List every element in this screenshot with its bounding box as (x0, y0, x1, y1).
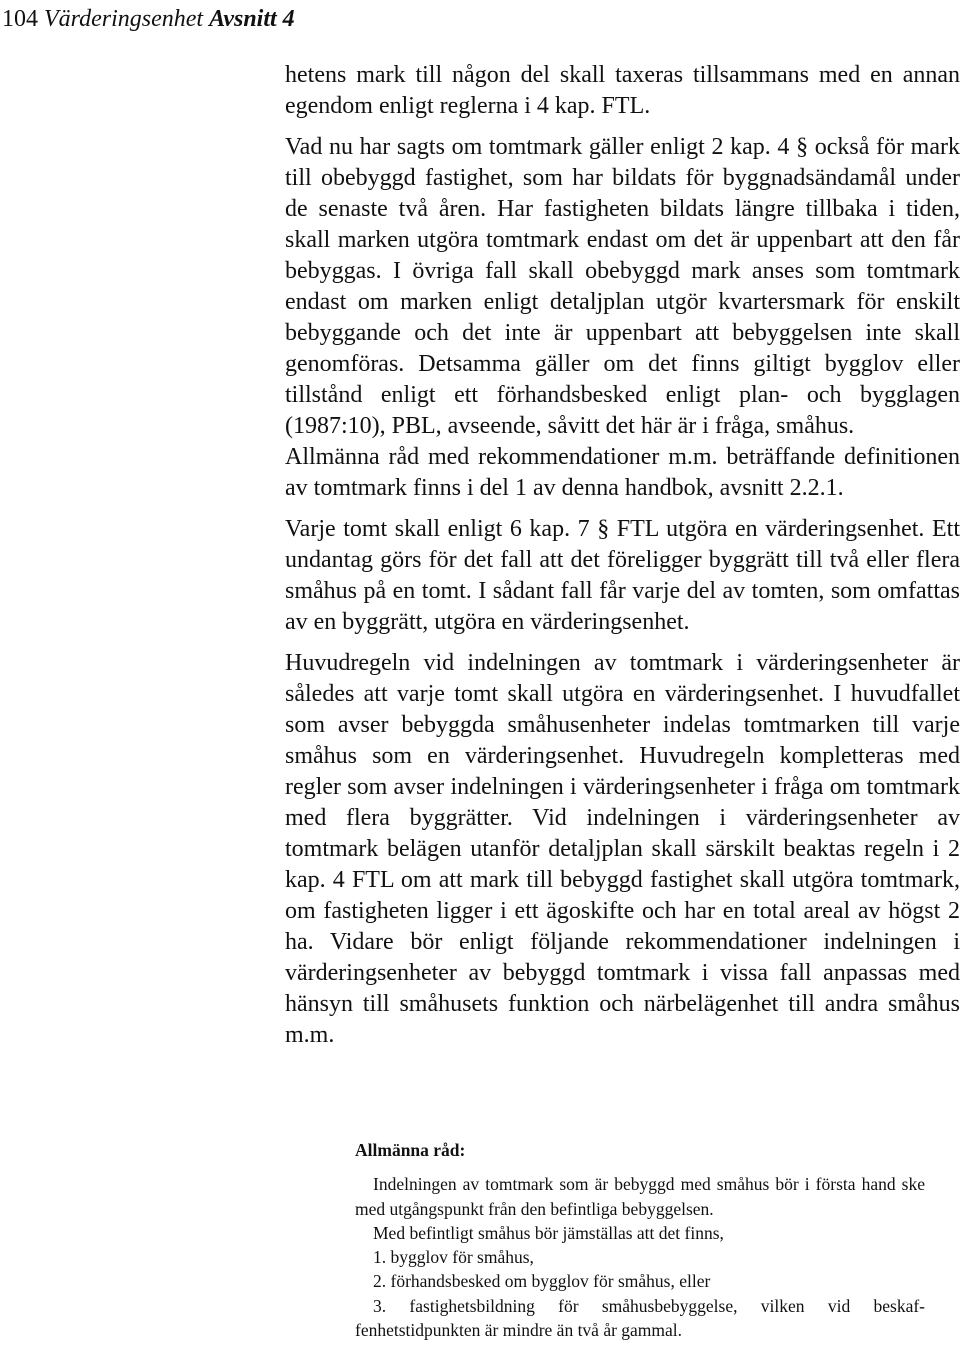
body-paragraph: Varje tomt skall enligt 6 kap. 7 § FTL utgöra en värderingsenhet. Ett undantag görs för det fall att det föreligger byggrätt till två eller flera småhus på en tomt. I sådant fall får varje del av tomten, som omfattas av en byggrätt, utgöra en värderingsenhet. (285, 516, 960, 635)
advice-paragraph: Indelningen av tomtmark som är bebyggd med småhus bör i första hand ske med utgångspunkt från den befintliga bebyggelsen. (355, 1174, 925, 1219)
main-text (285, 60, 960, 1061)
advice-heading: Allmänna råd: (355, 1140, 466, 1160)
body-paragraph: Vad nu har sagts om tomtmark gäller enligt 2 kap. 4 § också för mark till obebyggd fastighet, som har bildats för byggnadsändamål under de senaste två åren. Har fastigheten bildats längre tillbaka i tiden, skall marken utgöra tomtmark endast om det är uppenbart att den får bebyggas. I övriga fall skall obebyggd mark anses som tomtmark endast om marken enligt detaljplan utgör kvartersmark för enskilt bebyggande och det inte är uppenbart att bebyggelsen inte skall genomföras. Detsamma gäller om det finns giltigt bygglov eller tillstånd enligt ett förhandsbesked enligt plan- och bygglagen (1987:10), PBL, avseende, såvitt det här är i fråga, småhus. (285, 134, 960, 439)
advice-intro: Med befintligt småhus bör jämställas att det finns, (373, 1222, 724, 1243)
advice-list-item: 1. bygglov för småhus, (373, 1247, 534, 1268)
advice-list-item: 3. fastighetsbildning för småhusbebyggelse, vilken vid beskaffenhetstidpunkten är mindre än två år gammal. (355, 1295, 925, 1341)
page-header (2, 4, 295, 34)
chapter-title: Värderingsenhet (44, 6, 204, 32)
page-number: 104 (2, 6, 38, 32)
advice-list (355, 1245, 925, 1342)
body-paragraph: hetens mark till någon del skall taxeras tillsammans med en annan egendom enligt reglerna i 4 kap. FTL. (285, 62, 960, 119)
body-paragraph: Allmänna råd med rekommendationer m.m. beträffande definitionen av tomtmark finns i del 1 av denna handbok, avsnitt 2.2.1. (285, 444, 960, 501)
section-label: Avsnitt 4 (209, 6, 295, 32)
general-advice-box (355, 1138, 925, 1342)
body-paragraph: Huvudregeln vid indelningen av tomtmark i värderingsenheter är således att varje tomt skall utgöra en värderingsenhet. I huvudfallet som avser bebyggda småhusenheter indelas tomtmarken till varje småhus som en värderingsenhet. Huvudregeln kompletteras med regler som avser indelningen i värderingsenheter i fråga om tomtmark med flera byggrätter. Vid indelningen i värderingsenheter av tomtmark belägen utanför detaljplan skall särskilt beaktas regeln i 2 kap. 4 FTL om att mark till bebyggd fastighet skall utgöra tomtmark, om fastigheten ligger i ett ägoskifte och har en total areal av högst 2 ha. Vidare bör enligt följande rekommendationer indelningen i värderingsenheter av bebyggd tomtmark i vissa fall anpassas med hänsyn till småhusets funktion och närbelägenhet till andra småhus m.m. (285, 650, 960, 1048)
advice-list-item: 2. förhandsbesked om bygglov för småhus, eller (373, 1271, 711, 1292)
